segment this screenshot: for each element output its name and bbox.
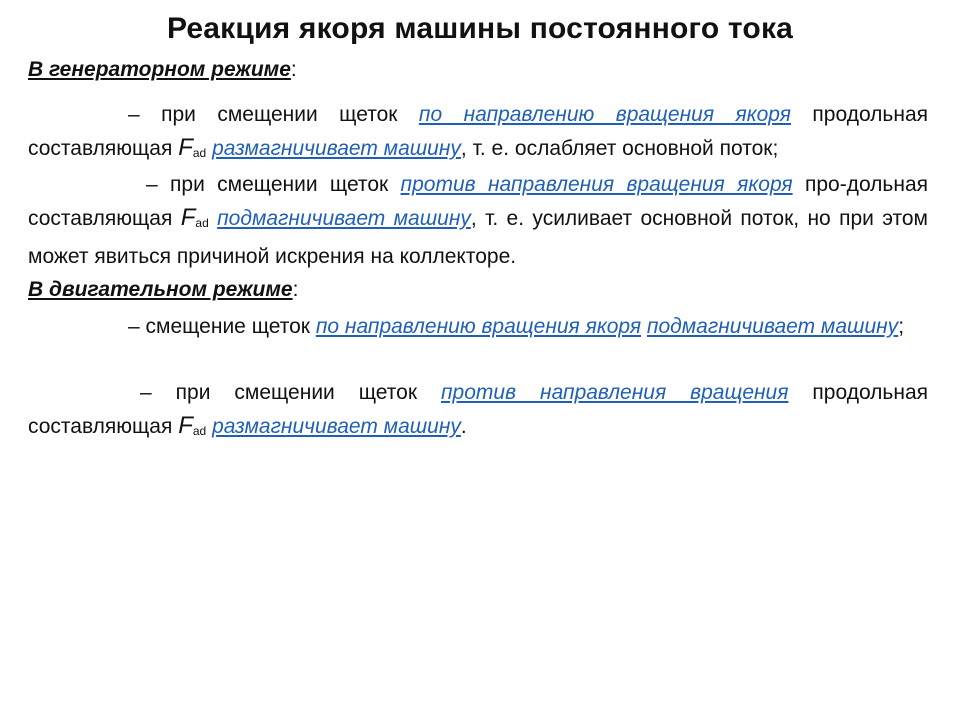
gen-p2-mid: про-дольная составляющая [28, 173, 928, 230]
generator-heading [28, 58, 297, 82]
generator-heading-colon: : [290, 58, 297, 81]
generator-paragraph-2 [28, 168, 928, 273]
mot-p2-mid: продольная составляющая [28, 381, 929, 438]
gen-p1-symbol-f: F [178, 134, 193, 161]
mot-p1-link-rotation[interactable]: по направлению вращения якоря [315, 315, 642, 338]
mot-p1-link-magnetize[interactable]: подмагничивает машину [646, 315, 899, 338]
motor-heading [28, 278, 298, 302]
mot-p1-post: ; [898, 315, 905, 338]
slide-title: Реакция якоря машины постоянного тока [166, 12, 794, 45]
mot-p1-pre: – смещение щеток [128, 315, 316, 338]
mot-p2-pre: – при смещении щеток [140, 381, 441, 404]
gen-p2-subscript: ad [195, 216, 209, 230]
gen-p1-link-rotation[interactable]: по направлению вращения якоря [418, 103, 791, 126]
gen-p1-pre: – при смещении щеток [128, 103, 419, 126]
mot-p2-link-demagnetize[interactable]: размагничивает машину [212, 415, 461, 438]
mot-p2-post: . [460, 415, 467, 438]
generator-paragraph-1 [28, 98, 928, 170]
mot-p2-symbol-f: F [178, 412, 193, 439]
gen-p2-space [209, 207, 217, 230]
motor-paragraph-1 [28, 310, 928, 343]
gen-p1-link-demagnetize[interactable]: размагничивает машину [212, 137, 461, 160]
gen-p2-symbol-f: F [180, 204, 196, 231]
mot-p2-subscript: ad [192, 424, 207, 438]
gen-p1-subscript: ad [192, 146, 207, 160]
gen-p2-link-magnetize[interactable]: подмагничивает машину [217, 207, 471, 230]
motor-heading-label: В двигательном режиме [28, 278, 293, 301]
gen-p1-post: , т. е. ослабляет основной поток; [460, 137, 779, 160]
gen-p2-pre: – при смещении щеток [146, 173, 401, 196]
mot-p2-link-against-rotation[interactable]: против направления вращения [441, 381, 789, 404]
gen-p2-post: , т. е. усиливает основной поток, но при этом может явиться причиной искрения на коллекторе. [28, 207, 928, 268]
gen-p2-link-against-rotation[interactable]: против направления вращения якоря [400, 173, 793, 196]
motor-heading-colon: : [292, 278, 299, 301]
generator-heading-label: В генераторном режиме [28, 58, 291, 81]
gen-p1-mid: продольная составляющая [28, 103, 929, 160]
motor-paragraph-2 [28, 376, 928, 448]
